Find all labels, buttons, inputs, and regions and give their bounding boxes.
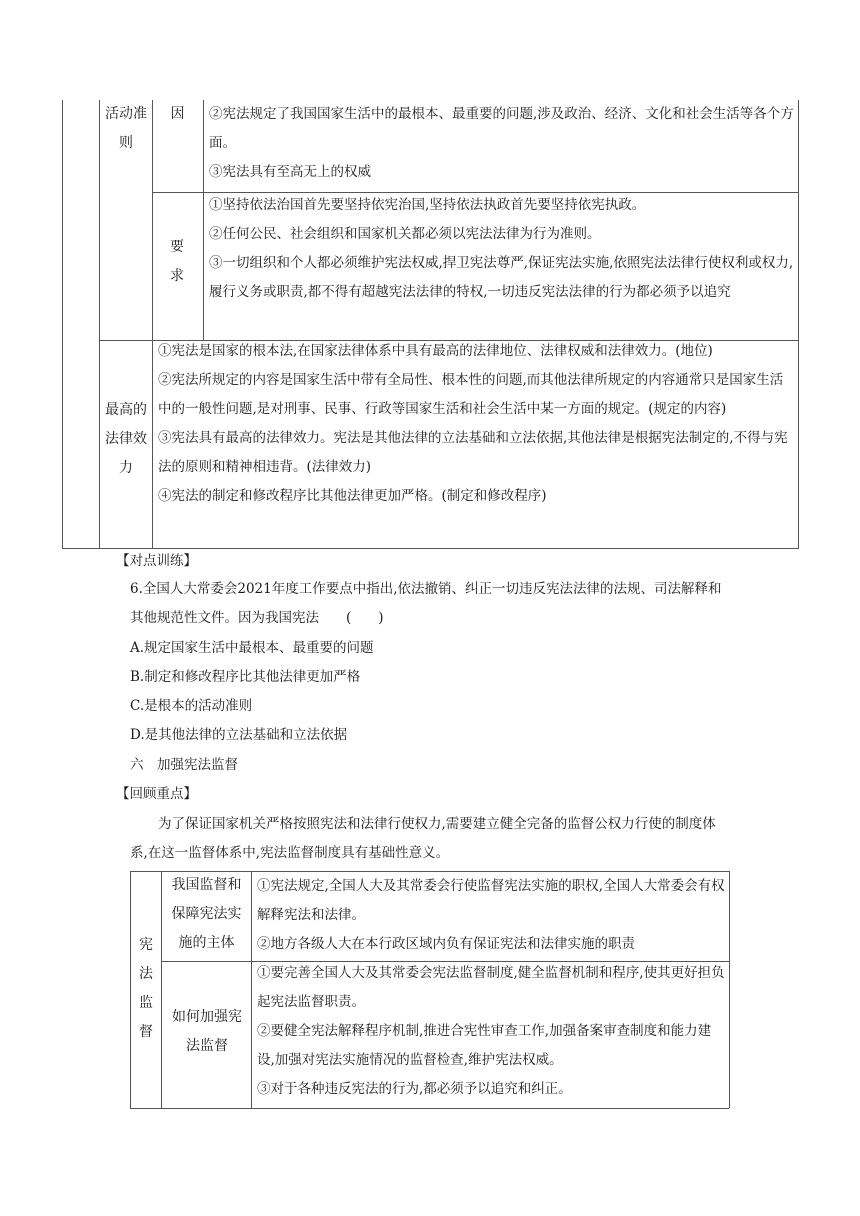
reason-label: 因 [170,106,185,122]
strengthen-label: 如何加强宪法监督 [172,1009,242,1054]
subject-label: 我国监督和保障宪法实施的主体 [171,877,242,951]
option-c: C.是根本的活动准则 [130,698,253,714]
supreme-effect-label: 最高的法律效力 [105,402,147,476]
requirement-item: ②任何公民、社会组织和国家机关都必须以宪法法律为行为准则。 [209,226,601,242]
strengthen-item: ③对于各种违反宪法的行为,都必须予以追究和纠正。 [257,1081,572,1097]
effect-item: ④宪法的制定和修改程序比其他法律更加严格。(制定和修改程序) [158,488,547,504]
requirement-item: ①坚持依法治国首先要坚持依宪治国,坚持依法执政首先要坚持依宪执政。 [209,197,646,213]
requirement-content [209,191,794,307]
supervision-label: 宪法监督 [139,937,153,1040]
option-a: A.规定国家生活中最根本、最重要的问题 [130,640,374,656]
option-b: B.制定和修改程序比其他法律更加严格 [130,669,361,685]
subject-item: ②地方各级人大在本行政区域内负有保证宪法和法律实施的职责 [257,936,635,952]
effect-item: ②宪法所规定的内容是国家生活中带有全局性、根本性的问题,而其他法律所规定的内容通常只是国家生活中的一般性问题,是对刑事、民事、行政等国家生活和社会生活中某一方面的规定。(规定的内容) [158,372,784,417]
reason-item: ②宪法规定了我国国家生活中的最根本、最重要的问题,涉及政治、经济、文化和社会生活等各个方面。 [209,106,794,151]
subject-item: ①宪法规定,全国人大及其常委会行使监督宪法实施的职权,全国人大常委会有权解释宪法和法律。 [257,878,725,923]
supreme-effect-content [158,337,795,511]
activity-norm-label: 活动准则 [105,106,147,151]
strengthen-item: ①要完善全国人大及其常委会宪法监督制度,健全监督机制和程序,使其更好担负起宪法监督职责。 [257,965,725,1010]
effect-item: ③宪法具有最高的法律效力。宪法是其他法律的立法基础和立法依据,其他法律是根据宪法制定的,不得与宪法的原则和精神相违背。(法律效力) [158,430,788,475]
effect-item: ①宪法是国家的根本法,在国家法律体系中具有最高的法律地位、法律权威和法律效力。(地位) [158,343,713,359]
training-heading: 【对点训练】 [116,553,197,569]
option-d: D.是其他法律的立法基础和立法依据 [130,727,348,743]
training-question: 6.全国人大常委会2021年度工作要点中指出,依法撤销、纠正一切违反宪法法律的法规、司法解释和其他规范性文件。因为我国宪法 ( ) [130,581,722,626]
reason-item: ③宪法具有至高无上的权威 [209,164,371,180]
strengthen-content [257,959,725,1104]
review-heading: 【回顾重点】 [116,786,197,802]
intro-paragraph: 为了保证国家机关严格按照宪法和法律行使权力,需要建立健全完备的监督公权力行使的制度体系,在这一监督体系中,宪法监督制度具有基础性意义。 [130,816,716,861]
requirement-item: ③一切组织和个人都必须维护宪法权威,捍卫宪法尊严,保证宪法实施,依照宪法法律行使权利或权力,履行义务或职责,都不得有超越宪法法律的特权,一切违反宪法法律的行为都必须予以追究 [209,255,794,300]
section-title: 六 加强宪法监督 [130,757,238,773]
subject-content [257,872,725,959]
strengthen-item: ②要健全宪法解释程序机制,推进合宪性审查工作,加强备案审查制度和能力建设,加强对宪法实施情况的监督检查,维护宪法权威。 [257,1023,712,1068]
requirement-label: 要求 [170,239,184,284]
reason-content [209,100,794,187]
